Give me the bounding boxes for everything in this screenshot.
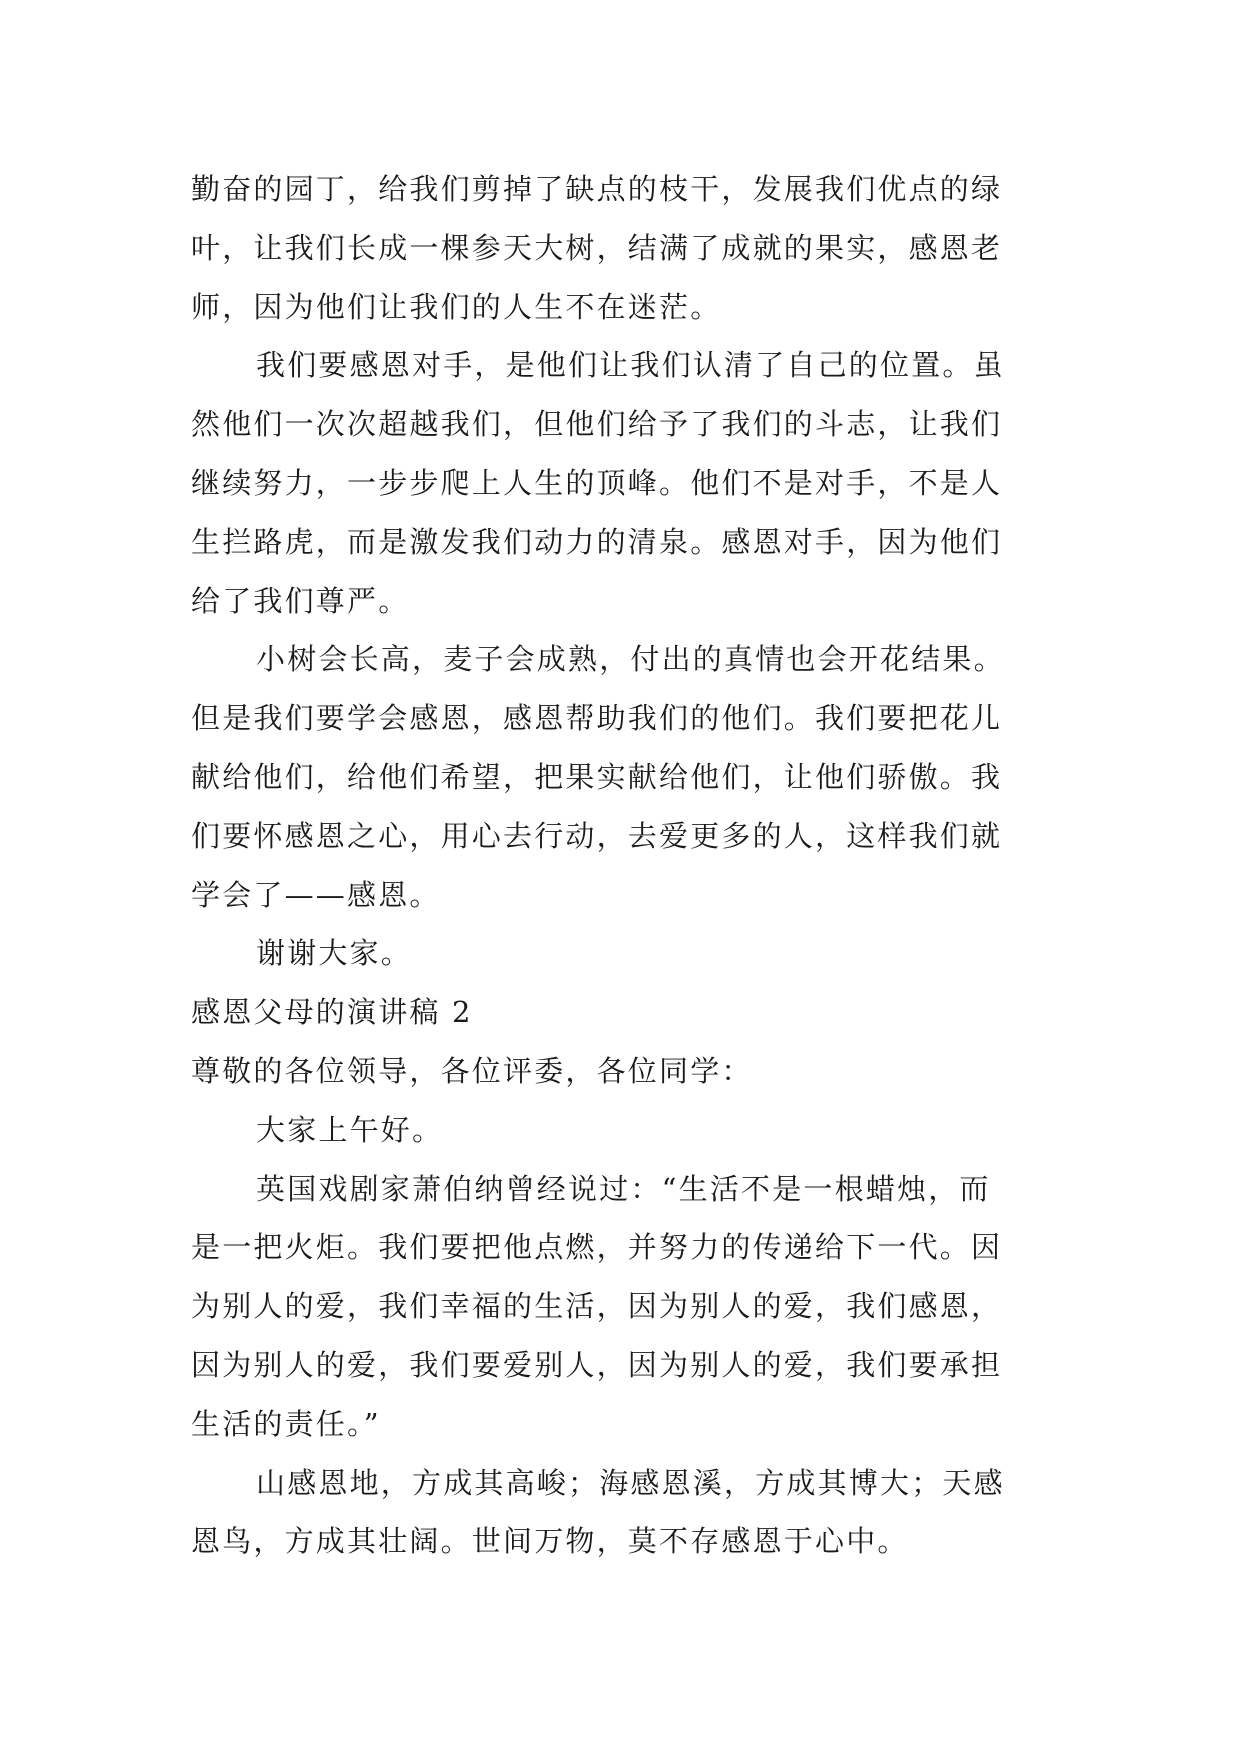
text-line: 是一把火炬。我们要把他点燃，并努力的传递给下一代。因 — [191, 1230, 1003, 1265]
text-line: 恩鸟，方成其壮阔。世间万物，莫不存感恩于心中。 — [191, 1524, 909, 1559]
salutation-line: 尊敬的各位领导，各位评委，各位同学： — [191, 1053, 753, 1088]
paragraph-start-line: 我们要感恩对手，是他们让我们认清了自己的位置。虽 — [256, 348, 1005, 383]
text-line: 献给他们，给他们希望，把果实献给他们，让他们骄傲。我 — [191, 759, 1003, 794]
text-line: 然他们一次次超越我们，但他们给予了我们的斗志，让我们 — [191, 407, 1003, 442]
text-line: 为别人的爱，我们幸福的生活，因为别人的爱，我们感恩， — [191, 1289, 1003, 1324]
section-title: 感恩父母的演讲稿 2 — [191, 995, 473, 1030]
document-body — [191, 160, 1071, 1571]
text-line: 们要怀感恩之心，用心去行动，去爱更多的人，这样我们就 — [191, 818, 1003, 853]
text-line: 生活的责任。” — [191, 1406, 381, 1441]
paragraph-start-line: 小树会长高，麦子会成熟，付出的真情也会开花结果。 — [256, 642, 1005, 677]
text-line: 因为别人的爱，我们要爱别人，因为别人的爱，我们要承担 — [191, 1347, 1003, 1382]
text-line: 给了我们尊严。 — [191, 583, 410, 618]
greeting-line: 大家上午好。 — [256, 1112, 444, 1147]
paragraph-start-line: 山感恩地，方成其高峻；海感恩溪，方成其博大；天感 — [256, 1465, 1005, 1500]
text-line: 师，因为他们让我们的人生不在迷茫。 — [191, 289, 722, 324]
text-line: 继续努力，一步步爬上人生的顶峰。他们不是对手，不是人 — [191, 465, 1003, 500]
text-line: 学会了——感恩。 — [191, 877, 441, 912]
text-line: 但是我们要学会感恩，感恩帮助我们的他们。我们要把花儿 — [191, 701, 1003, 736]
text-line: 叶，让我们长成一棵参天大树，结满了成就的果实，感恩老 — [191, 230, 1003, 265]
text-line: 勤奋的园丁，给我们剪掉了缺点的枝干，发展我们优点的绿 — [191, 172, 1003, 206]
text-line: 生拦路虎，而是激发我们动力的清泉。感恩对手，因为他们 — [191, 524, 1003, 559]
paragraph-start-line: 英国戏剧家萧伯纳曾经说过：“生活不是一根蜡烛，而 — [256, 1171, 991, 1206]
closing-line: 谢谢大家。 — [256, 936, 413, 971]
